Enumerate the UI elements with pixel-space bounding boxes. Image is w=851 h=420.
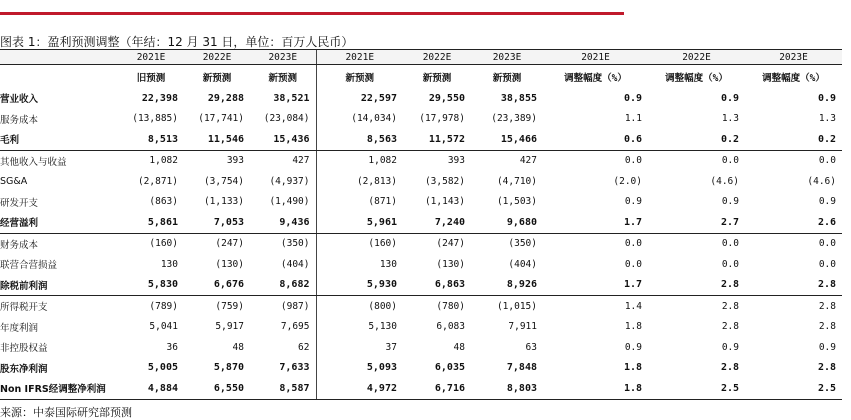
table-cell: 0.9 — [623, 92, 642, 104]
top-accent-bar — [0, 12, 624, 15]
table-cell: 7,695 — [280, 321, 310, 333]
header-subtitle: 新预测 — [316, 65, 403, 89]
table-cell: 5,005 — [147, 362, 178, 374]
row-label: 财务成本 — [0, 239, 39, 251]
table-cell: (1,015) — [496, 300, 537, 312]
table-cell: 6,550 — [184, 378, 250, 399]
table-row — [0, 233, 842, 254]
table-cell: (987) — [280, 300, 310, 312]
table-cell: (780) — [436, 300, 465, 312]
header-year: 2023E — [471, 50, 543, 65]
table-cell: 8,682 — [250, 275, 316, 296]
table-cell: 2.8 — [745, 275, 842, 296]
table-cell: 8,513 — [118, 129, 184, 150]
table-cell: (350) — [280, 238, 310, 250]
table-cell: 63 — [525, 341, 537, 353]
table-cell: 2.8 — [721, 321, 739, 333]
row-label: 其他收入与收益 — [0, 156, 67, 168]
table-row — [0, 317, 842, 338]
table-cell: 2.7 — [648, 212, 745, 233]
table-cell: (404) — [508, 258, 537, 270]
table-cell: 0.9 — [818, 341, 836, 353]
table-cell: 2.8 — [648, 275, 745, 296]
header-subtitle: 新预测 — [268, 72, 297, 84]
table-row — [0, 337, 842, 358]
table-cell: 22,398 — [141, 92, 178, 104]
table-cell: 2.8 — [721, 300, 739, 312]
table-row — [0, 358, 842, 379]
header-subtitle: 新预测 — [422, 72, 452, 84]
table-cell: (4.6) — [807, 175, 836, 187]
header-year-row — [0, 50, 842, 65]
header-year: 2021E — [118, 50, 184, 65]
table-cell: 29,550 — [428, 92, 465, 104]
table-cell: 38,855 — [500, 92, 537, 104]
table-cell: 0.0 — [721, 155, 739, 167]
table-cell: 11,572 — [403, 129, 471, 150]
table-cell: 2.8 — [818, 321, 836, 333]
table-cell: 5,917 — [215, 321, 244, 333]
table-cell: 0.9 — [721, 341, 739, 353]
table-cell: 4,884 — [118, 378, 184, 399]
table-cell: (350) — [508, 238, 537, 250]
header-subtitle: 调整幅度（%） — [665, 72, 728, 84]
table-row — [0, 129, 842, 150]
table-cell: (3,582) — [424, 175, 465, 187]
table-cell: 1.8 — [543, 378, 648, 399]
table-cell: 1.3 — [721, 113, 739, 125]
table-cell: 8,803 — [471, 378, 543, 399]
table-cell: (3,754) — [203, 175, 244, 187]
table-cell: (247) — [436, 238, 465, 250]
table-cell: 0.0 — [624, 258, 642, 270]
table-cell: 1.7 — [543, 275, 648, 296]
table-cell: 0.2 — [648, 129, 745, 150]
table-cell: 0.0 — [818, 238, 836, 250]
table-cell: (789) — [149, 300, 178, 312]
table-cell: 29,288 — [207, 92, 244, 104]
table-cell: (404) — [280, 258, 310, 270]
table-cell: 1,082 — [316, 150, 403, 171]
table-cell: 8,563 — [316, 129, 403, 150]
table-cell: 0.0 — [624, 238, 642, 250]
table-cell: 6,676 — [184, 275, 250, 296]
table-cell: 9,680 — [471, 212, 543, 233]
table-cell: 5,961 — [316, 212, 403, 233]
table-cell: 7,633 — [279, 362, 310, 374]
table-row — [0, 192, 842, 213]
table-cell: 1.1 — [624, 113, 642, 125]
table-cell: 6,083 — [436, 321, 465, 333]
table-cell: 37 — [316, 337, 403, 358]
table-cell: 7,848 — [506, 362, 537, 374]
header-sub-row — [0, 65, 842, 89]
table-cell: 2.5 — [745, 378, 842, 399]
header-corner — [0, 65, 118, 89]
table-cell: (14,034) — [316, 109, 403, 130]
table-cell: 38,521 — [273, 92, 310, 104]
row-label: SG&A — [0, 175, 28, 187]
row-label: 毛利 — [0, 129, 118, 150]
table-cell: 11,546 — [184, 129, 250, 150]
table-cell: 5,093 — [316, 358, 403, 379]
table-cell: 5,041 — [149, 321, 178, 333]
table-cell: (4,710) — [496, 175, 537, 187]
table-cell: 15,466 — [471, 129, 543, 150]
table-cell: 8,587 — [250, 378, 316, 399]
table-row — [0, 150, 842, 171]
table-cell: 0.0 — [721, 258, 739, 270]
header-year: 2022E — [648, 50, 745, 65]
table-cell: 9,436 — [250, 212, 316, 233]
table-cell: (160) — [149, 238, 178, 250]
table-body — [0, 50, 842, 400]
header-subtitle: 新预测 — [202, 72, 232, 84]
header-subtitle: 新预测 — [492, 72, 522, 84]
table-cell: (1,143) — [424, 196, 465, 208]
table-cell: 0.0 — [818, 155, 836, 167]
header-subtitle: 调整幅度（%） — [762, 72, 825, 84]
table-cell: 2.8 — [817, 362, 836, 374]
table-cell: (247) — [215, 238, 244, 250]
table-row — [0, 109, 842, 130]
table-cell: 5,861 — [118, 212, 184, 233]
table-cell: 5,870 — [213, 362, 244, 374]
header-year: 2023E — [250, 50, 316, 65]
table-row — [0, 296, 842, 317]
earnings-forecast-table — [0, 49, 842, 400]
header-subtitle: 旧预测 — [136, 72, 166, 84]
row-label: 服务成本 — [0, 114, 39, 126]
table-cell: 1.7 — [543, 212, 648, 233]
table-cell: 62 — [298, 341, 310, 353]
table-row — [0, 212, 842, 233]
table-cell: 0.9 — [721, 196, 739, 208]
table-cell: (2,813) — [316, 171, 403, 192]
row-label: 除税前利润 — [0, 275, 118, 296]
table-cell: 2.8 — [818, 300, 836, 312]
header-year: 2021E — [543, 50, 648, 65]
table-cell: (23,084) — [263, 113, 310, 125]
table-cell: 4,972 — [316, 378, 403, 399]
table-cell: 393 — [447, 155, 465, 167]
table-cell: (2.0) — [613, 175, 642, 187]
table-cell: 130 — [160, 258, 178, 270]
table-row — [0, 88, 842, 109]
row-label: 联营合营损益 — [0, 260, 58, 272]
table-cell: 5,930 — [316, 275, 403, 296]
table-cell: 1.4 — [624, 300, 642, 312]
table-cell: 0.9 — [624, 196, 642, 208]
table-cell: 0.9 — [720, 92, 739, 104]
row-label: 所得税开支 — [0, 302, 48, 314]
table-cell: 7,053 — [184, 212, 250, 233]
table-cell: (1,503) — [496, 196, 537, 208]
table-cell: (800) — [316, 296, 403, 317]
table-cell: (759) — [215, 300, 244, 312]
table-title: 图表 1：盈利预测调整（年结：12 月 31 日，单位：百万人民币） — [0, 35, 354, 49]
table-cell: 0.9 — [817, 92, 836, 104]
table-cell: 6,863 — [403, 275, 471, 296]
table-cell: (4.6) — [710, 175, 739, 187]
table-cell: 393 — [226, 155, 244, 167]
table-row — [0, 378, 842, 399]
table-cell: 6,035 — [434, 362, 465, 374]
table-cell: (4,937) — [269, 175, 310, 187]
table-cell: 36 — [166, 341, 178, 353]
row-label: 研发开支 — [0, 197, 39, 209]
row-label: 经营溢利 — [0, 212, 118, 233]
table-cell: 0.0 — [624, 155, 642, 167]
header-subtitle: 调整幅度（%） — [564, 72, 627, 84]
table-cell: (23,389) — [491, 113, 537, 125]
table-cell: 5,830 — [118, 275, 184, 296]
table-cell: 15,436 — [250, 129, 316, 150]
table-cell: 0.9 — [624, 341, 642, 353]
table-cell: 1.8 — [623, 362, 642, 374]
table-cell: (17,978) — [419, 113, 465, 125]
table-cell: 427 — [292, 155, 310, 167]
table-cell: 0.2 — [745, 129, 842, 150]
table-cell: 6,716 — [403, 378, 471, 399]
table-cell: 0.6 — [543, 129, 648, 150]
table-cell: 1,082 — [149, 155, 178, 167]
row-label: Non IFRS经调整净利润 — [0, 378, 118, 399]
table-row — [0, 171, 842, 192]
table-cell: 130 — [316, 254, 403, 275]
table-row — [0, 254, 842, 275]
source-note: 来源：中泰国际研究部预测 — [0, 406, 132, 419]
table-cell: 0.0 — [818, 258, 836, 270]
table-cell: 1.3 — [818, 113, 836, 125]
header-year: 2022E — [184, 50, 250, 65]
table-row — [0, 275, 842, 296]
table-cell: (1,490) — [269, 196, 310, 208]
table-cell: 7,911 — [508, 321, 537, 333]
table-cell: (17,741) — [198, 113, 244, 125]
table-cell: 2.6 — [745, 212, 842, 233]
table-cell: (160) — [316, 233, 403, 254]
table-cell: 427 — [519, 155, 537, 167]
table-cell: (130) — [436, 258, 465, 270]
row-label: 非控股权益 — [0, 343, 48, 355]
table-cell: 5,130 — [316, 317, 403, 338]
table-cell: (2,871) — [137, 175, 178, 187]
table-cell: (1,133) — [203, 196, 244, 208]
row-label: 营业收入 — [0, 94, 39, 106]
table-cell: 0.9 — [818, 196, 836, 208]
table-cell: 22,597 — [316, 88, 403, 109]
table-cell: (871) — [316, 192, 403, 213]
header-year: 2021E — [316, 50, 403, 65]
header-corner — [0, 50, 118, 65]
table-cell: 7,240 — [403, 212, 471, 233]
row-label: 年度利润 — [0, 322, 39, 334]
table-cell: (863) — [149, 196, 178, 208]
header-year: 2022E — [403, 50, 471, 65]
table-cell: 2.5 — [648, 378, 745, 399]
table-cell: 8,926 — [471, 275, 543, 296]
table-cell: 1.8 — [624, 321, 642, 333]
table-cell: 0.0 — [721, 238, 739, 250]
table-cell: (13,885) — [132, 113, 178, 125]
table-cell: 48 — [232, 341, 244, 353]
row-label: 股东净利润 — [0, 363, 48, 375]
table-cell: 48 — [453, 341, 465, 353]
table-cell: 2.8 — [720, 362, 739, 374]
header-year: 2023E — [745, 50, 842, 65]
table-cell: (130) — [215, 258, 244, 270]
